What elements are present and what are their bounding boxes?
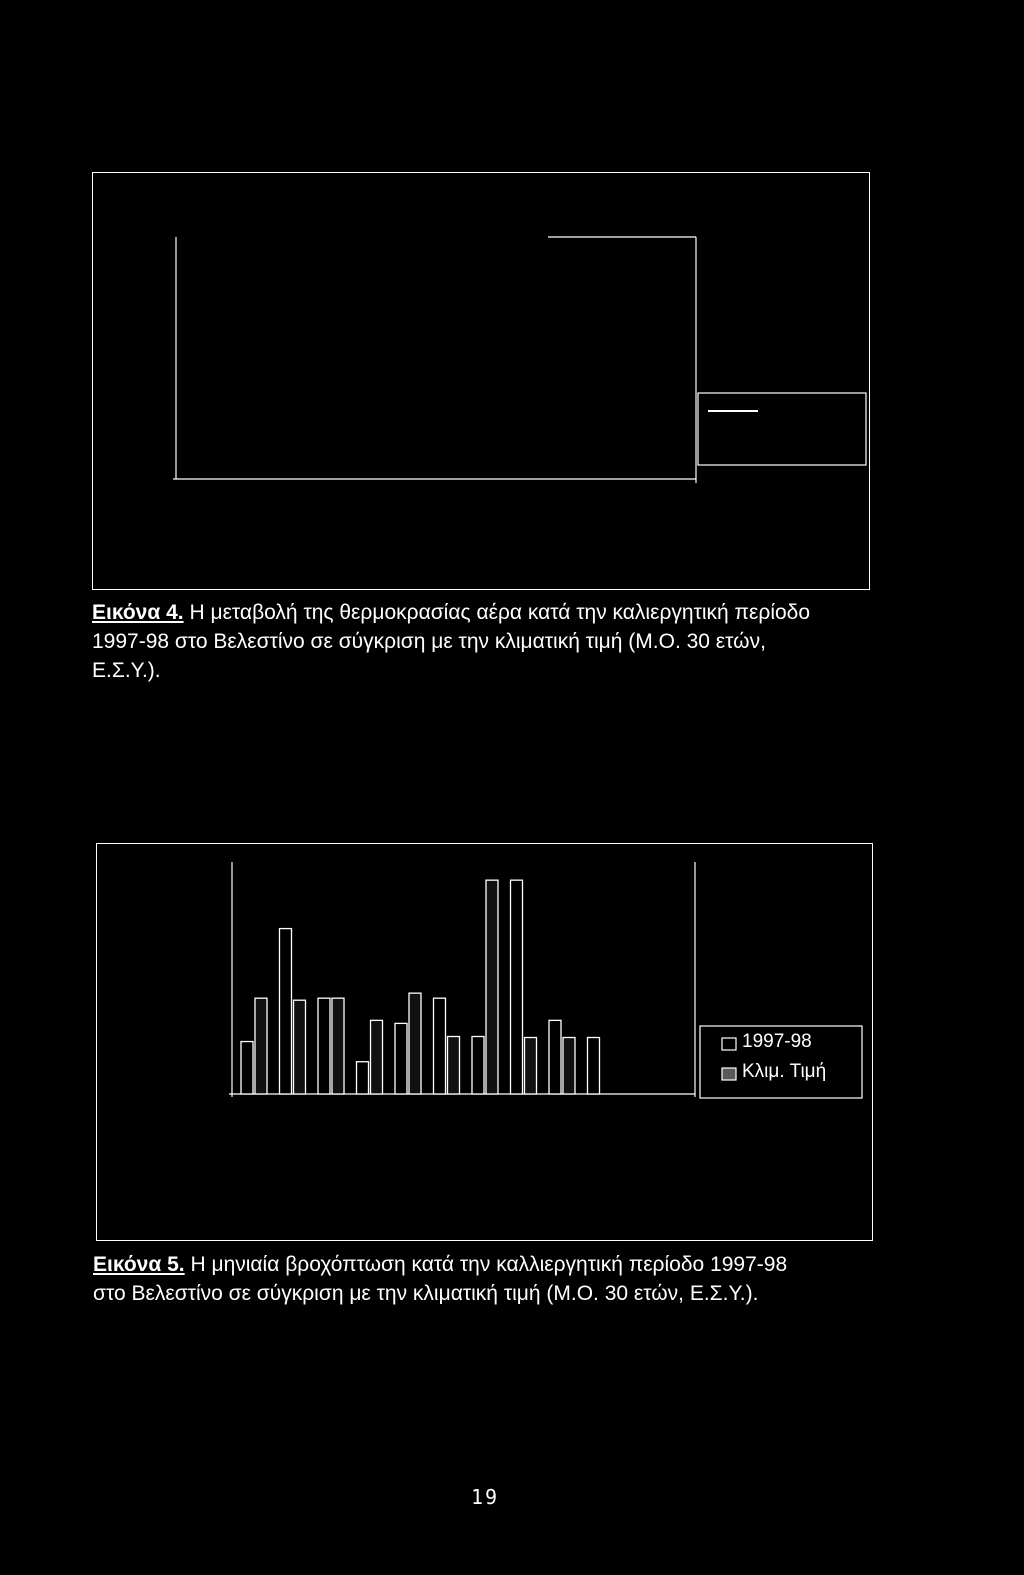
bar-climatic-7 xyxy=(486,880,498,1094)
figure5-caption-line2: στο Βελεστίνο σε σύγκριση με την κλιματική τιμή (Μ.Ο. 30 ετών, Ε.Σ.Υ.). xyxy=(93,1282,759,1305)
legend-label-climatic: Κλιμ. Τιμή xyxy=(742,1061,827,1082)
figure4-caption-line3: Ε.Σ.Υ.). xyxy=(92,659,161,682)
bar-1997-98-10 xyxy=(588,1038,600,1094)
bar-1997-98-8 xyxy=(511,880,523,1094)
figure4-plot xyxy=(93,173,871,591)
bar-climatic-1 xyxy=(255,998,267,1094)
bar-1997-98-3 xyxy=(318,998,330,1094)
bar-climatic-5 xyxy=(409,993,421,1094)
bar-1997-98-1 xyxy=(241,1042,253,1094)
page-number: 19 xyxy=(471,1485,500,1509)
figure4-legend-box xyxy=(698,393,866,465)
legend-swatch-1997-98 xyxy=(722,1038,736,1050)
figure4-caption-line2: 1997-98 στο Βελεστίνο σε σύγκριση με την κλιματική τιμή (Μ.Ο. 30 ετών, xyxy=(92,630,766,653)
legend-swatch-climatic xyxy=(722,1068,736,1080)
bar-climatic-3 xyxy=(332,998,344,1094)
figure4-label: Εικόνα 4. xyxy=(92,601,184,624)
figure4-frame xyxy=(92,172,870,590)
bar-climatic-8 xyxy=(525,1038,537,1094)
figure4-caption xyxy=(92,598,992,685)
bar-1997-98-6 xyxy=(434,998,446,1094)
bar-1997-98-7 xyxy=(472,1037,484,1094)
bar-1997-98-9 xyxy=(549,1020,561,1094)
figure5-frame xyxy=(96,843,873,1241)
legend-label-1997-98: 1997-98 xyxy=(742,1031,812,1052)
figure5-caption-line1: Η μηνιαία βροχόπτωση κατά την καλλιεργητική περίοδο 1997-98 xyxy=(190,1253,788,1276)
figure5-caption xyxy=(93,1250,993,1308)
bar-climatic-6 xyxy=(448,1037,460,1094)
bar-climatic-9 xyxy=(563,1038,575,1094)
bar-1997-98-2 xyxy=(280,929,292,1094)
bar-1997-98-4 xyxy=(357,1062,369,1094)
figure4-caption-line1: Η μεταβολή της θερμοκρασίας αέρα κατά την καλιεργητική περίοδο xyxy=(189,601,811,624)
bar-1997-98-5 xyxy=(395,1023,407,1094)
bar-climatic-4 xyxy=(371,1020,383,1094)
figure5-label: Εικόνα 5. xyxy=(93,1253,185,1276)
bar-climatic-2 xyxy=(294,1000,306,1094)
